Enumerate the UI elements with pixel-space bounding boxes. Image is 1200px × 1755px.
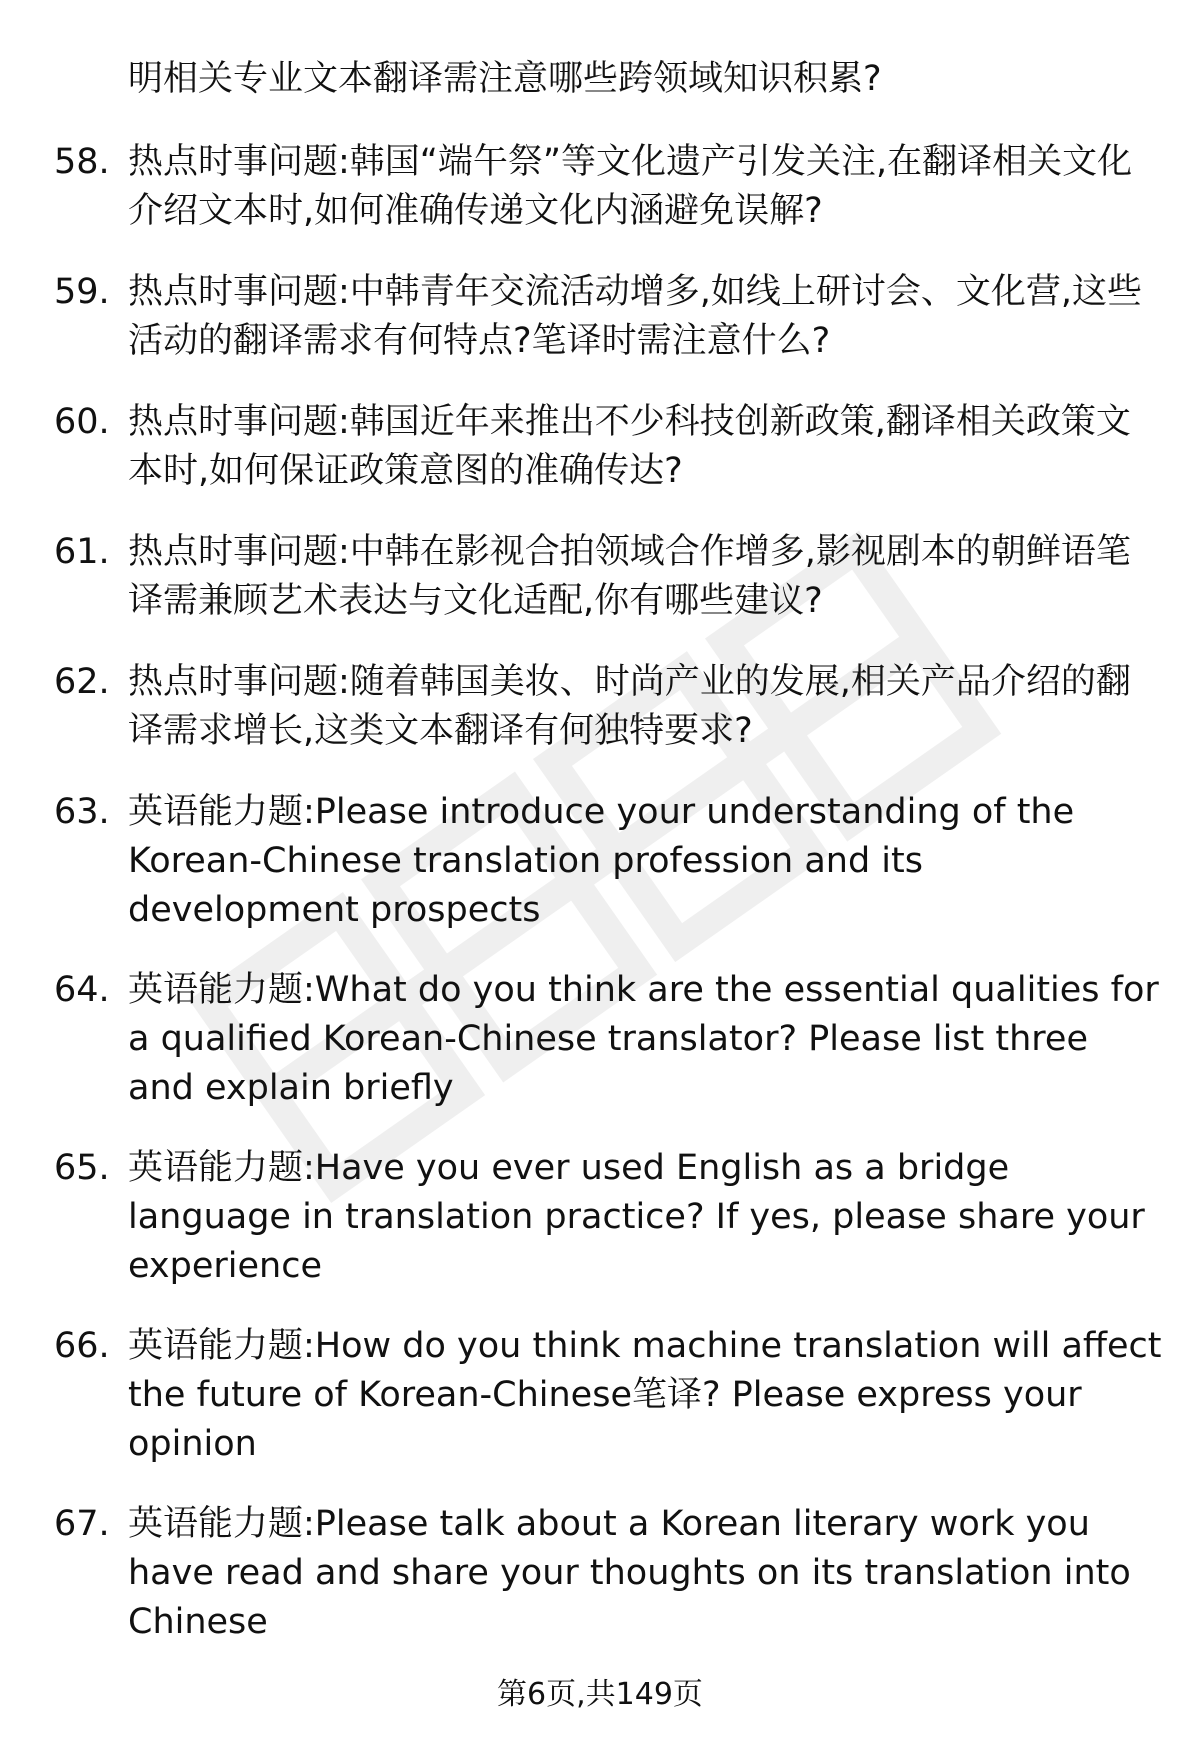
- item-number: 65.: [54, 1148, 110, 1188]
- list-item: [54, 528, 1164, 626]
- continuation-text: 明相关专业文本翻译需注意哪些跨领域知识积累?: [128, 59, 882, 99]
- item-text: 热点时事问题:中韩在影视合拍领域合作增多,影视剧本的朝鲜语笔译需兼顾艺术表达与文化适配,你有哪些建议?: [128, 532, 1131, 621]
- item-number: 58.: [54, 142, 110, 182]
- list-item: [54, 268, 1164, 366]
- item-text: 热点时事问题:随着韩国美妆、时尚产业的发展,相关产品介绍的翻译需求增长,这类文本翻译有何独特要求?: [128, 662, 1131, 751]
- item-number: 61.: [54, 532, 110, 572]
- item-text: 英语能力题:Please introduce your understanding of the Korean-Chinese translation profession and its development prospects: [128, 792, 1075, 930]
- item-text: 英语能力题:Have you ever used English as a bridge language in translation practice? If yes, please share your experience: [128, 1148, 1145, 1286]
- question-list: [54, 55, 1164, 1678]
- item-number: 66.: [54, 1326, 110, 1366]
- list-item: [54, 966, 1164, 1113]
- list-item: [54, 658, 1164, 756]
- list-item: [54, 1144, 1164, 1291]
- item-number: 64.: [54, 970, 110, 1010]
- item-text: 英语能力题:Please talk about a Korean literary work you have read and share your thoughts on its translation into Chinese: [128, 1504, 1131, 1642]
- item-text: 英语能力题:What do you think are the essential qualities for a qualified Korean-Chinese translator? Please list three and explain briefly: [128, 970, 1159, 1108]
- item-number: 62.: [54, 662, 110, 702]
- item-number: 63.: [54, 792, 110, 832]
- list-item: [54, 788, 1164, 935]
- item-number: 67.: [54, 1504, 110, 1544]
- page-footer: 第6页,共149页: [497, 1677, 703, 1712]
- item-text: 热点时事问题:中韩青年交流活动增多,如线上研讨会、文化营,这些活动的翻译需求有何特点?笔译时需注意什么?: [128, 272, 1143, 361]
- item-text: 热点时事问题:韩国近年来推出不少科技创新政策,翻译相关政策文本时,如何保证政策意图的准确传达?: [128, 402, 1131, 491]
- list-item: [54, 138, 1164, 236]
- item-text: 热点时事问题:韩国“端午祭”等文化遗产引发关注,在翻译相关文化介绍文本时,如何准确传递文化内涵避免误解?: [128, 142, 1133, 231]
- item-text: 英语能力题:How do you think machine translation will affect the future of Korean-Chinese笔译? Please express your opinion: [128, 1326, 1162, 1464]
- item-number: 59.: [54, 272, 110, 312]
- list-item: [54, 1500, 1164, 1647]
- list-item: [54, 398, 1164, 496]
- list-item: [54, 1322, 1164, 1469]
- item-number: 60.: [54, 402, 110, 442]
